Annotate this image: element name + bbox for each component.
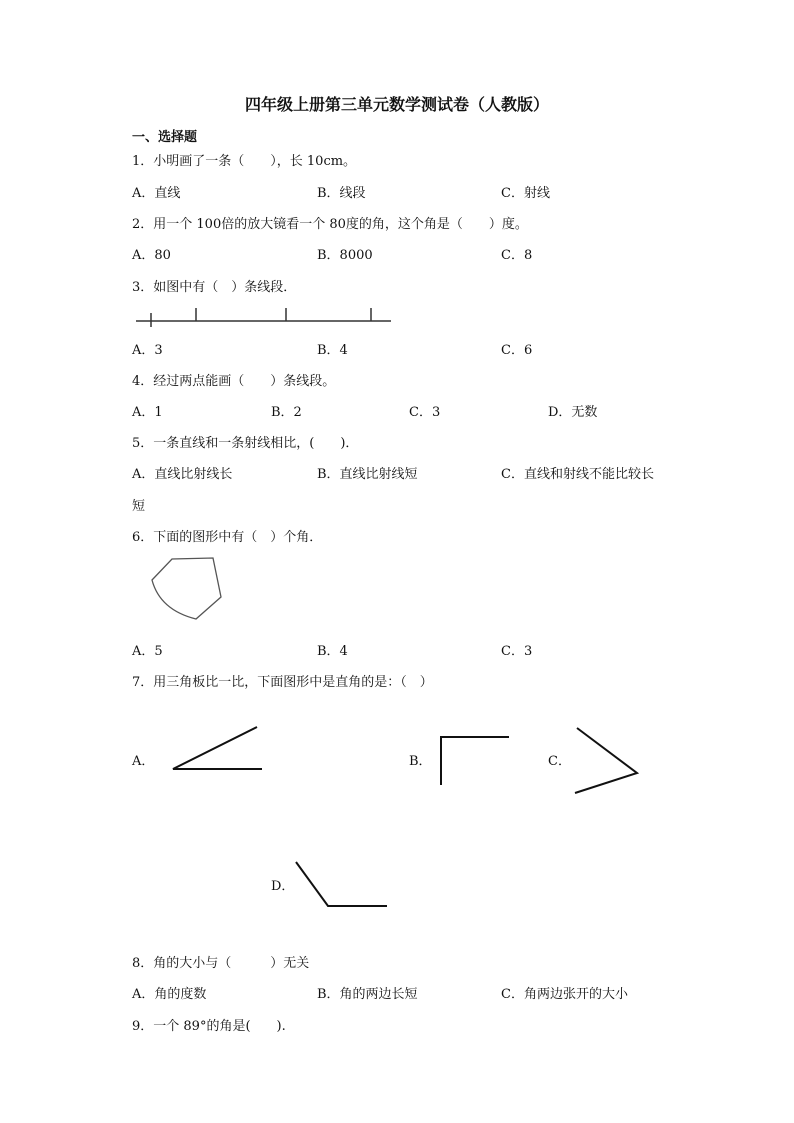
q5-option-a: A．直线比射线长: [132, 467, 233, 482]
q8-option-a: A．角的度数: [132, 987, 207, 1002]
question-3: 3．如图中有（ ）条线段．: [132, 280, 297, 295]
q8-option-b: B．角的两边长短: [317, 987, 418, 1002]
section-heading: 一、选择题: [132, 130, 198, 145]
q6-option-a: A．5: [132, 644, 163, 659]
q2-option-a: A．80: [132, 248, 171, 263]
q5-option-b: B．直线比射线短: [317, 467, 418, 482]
q3-option-b: B．4: [317, 343, 348, 358]
q4-option-c: C．3: [409, 405, 441, 420]
angle-d-figure: [296, 862, 387, 906]
q2-option-c: C．8: [501, 248, 533, 263]
q1-option-c: C．射线: [501, 186, 550, 201]
q3-option-c: C．6: [501, 343, 533, 358]
question-6: 6．下面的图形中有（ ）个角．: [132, 530, 323, 545]
question-2: 2．用一个 100倍的放大镜看一个 80度的角，这个角是（ ）度。: [132, 217, 528, 232]
q4-option-a: A．1: [132, 405, 163, 420]
q6-option-c: C．3: [501, 644, 533, 659]
q7-option-b: B．: [409, 754, 432, 769]
q2-option-b: B．8000: [317, 248, 373, 263]
q6-option-b: B．4: [317, 644, 348, 659]
question-5: 5．一条直线和一条射线相比，( )．: [132, 436, 359, 451]
q1-option-a: A．直线: [132, 186, 181, 201]
q5-option-c-continued: 短: [132, 499, 146, 514]
angle-a-figure: [173, 727, 262, 769]
angle-b-figure: [441, 737, 509, 785]
q7-option-c: C．: [548, 754, 571, 769]
question-8: 8．角的大小与（ ）无关: [132, 956, 310, 971]
q4-option-b: B．2: [271, 405, 302, 420]
q7-option-a: A．: [132, 754, 155, 769]
q1-option-b: B．线段: [317, 186, 366, 201]
angle-c-figure: [575, 728, 637, 793]
question-4: 4．经过两点能画（ ）条线段。: [132, 374, 336, 389]
q8-option-c: C．角两边张开的大小: [501, 987, 628, 1002]
page-title: 四年级上册第三单元数学测试卷（人教版）: [244, 95, 549, 114]
question-7: 7．用三角板比一比，下面图形中是直角的是：（ ）: [132, 675, 433, 690]
q3-option-a: A．3: [132, 343, 163, 358]
q4-option-d: D．无数: [548, 405, 598, 420]
question-1: 1．小明画了一条（ ），长 10cm。: [132, 154, 357, 169]
q7-option-d: D．: [271, 879, 295, 894]
question-9: 9．一个 89°的角是( ).: [132, 1019, 286, 1034]
q5-option-c: C．直线和射线不能比较长: [501, 467, 654, 482]
